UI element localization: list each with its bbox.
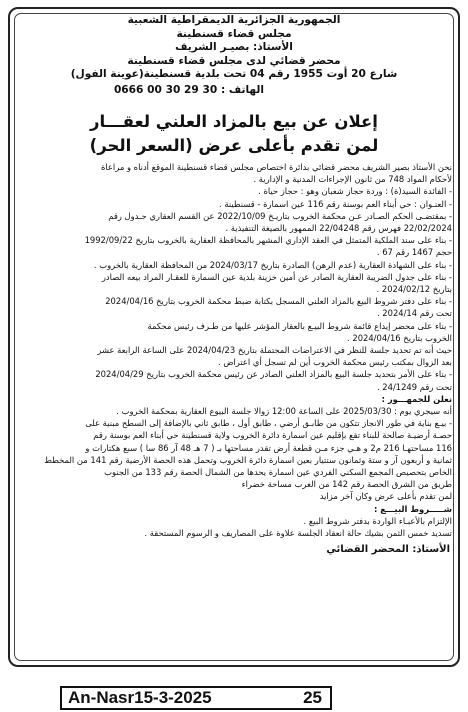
body-line: حصـة أرضيـة صالحة للبناء تقع بإقليم عين اسمارة دائرة الخروب ولاية قسنطينة حي أبناء العم بوسنة رقم (93, 430, 452, 441)
header-republic: الجمهورية الجزائرية الديمقراطية الشعبية (127, 14, 341, 26)
office-header (16, 14, 452, 82)
body-line: نعلن للجمهـــور : (381, 393, 452, 404)
body-line: - بناء على دفتر شروط البيع بالمزاد العلني المسجل بكتابة ضبط محكمة الخروب بتاريخ 2024/04/16 (105, 296, 452, 307)
body-line: أنه سيجري يوم : 2025/03/30 على الساعة 12:00 زوالا جلسة البيوع العقارية بمحكمة الخروب . (116, 406, 452, 417)
body-line: - بناء على جدول الضريبة العقارية الصادر عن أمين خزينة بلدية عين السمارة للعقـار المراد بيعه الصادر (101, 271, 452, 282)
header-bailiff-title: محضر قضائي لدى مجلس قضاء قسنطينة (127, 54, 341, 67)
body-line: - بناء على الشهادة العقارية (عدم الرهن) الصادرة بتاريخ 2024/03/17 من المحافظة العقارية بالخروب . (93, 259, 452, 270)
body-line: - بناء على سند الملكية المتمثل في العقد الإداري المشهر بالمحافظة العقارية بالخروب بتاريخ 1992/09/22 (84, 235, 452, 246)
body-line: بعد الزوال بمكتب رئيس محكمة الخروب أين لم تسجل أي اعتراض . (218, 357, 452, 368)
body-line: شـــــروط البيـــع : (373, 503, 452, 514)
body-line: - بناء على الأمر بتحديد جلسة البيع بالمزاد العلني الصادر عن رئيس محكمة الخروب بتاريخ 2024/04/29 (95, 369, 452, 380)
notice-body (16, 161, 452, 539)
body-line: تسديد خمس الثمن بشيك حالة انعقاد الجلسة علاوة على المصاريف و الرسوم المستحقة . (144, 528, 452, 539)
body-line: - العنـوان : حي أبناء العم بوسنة رقم 116 عين اسمارة - قسنطينة . (219, 198, 452, 209)
body-line: - بمقتضـى الحكم الصـادر عـن محكمة الخروب بتاريـخ 2022/10/09 عن القسم العقاري جـدول رقم (108, 210, 452, 221)
body-line: تحت رقم 24/1249 . (376, 381, 452, 392)
signature: الأستاذ: المحضر القضائي (326, 544, 450, 556)
header-bailiff-name: الأستاذ: بصيـر الشريف (175, 41, 293, 54)
body-line: لأحكام المواد 748 من ثانون الإجراءات المدنية و الإدارية . (253, 174, 452, 185)
body-line: حجم 1467 رقم 67 . (376, 247, 452, 258)
newspaper-footer (60, 686, 332, 710)
body-line: الإلتزام بالأعبـاء الواردة بدفتر شروط البيع . (303, 515, 452, 526)
body-line: 22/02/2024 فهرس رقم 22/04248 الممهور بالصيغة التنفيذية . (225, 222, 452, 233)
page-number: 25 (303, 688, 322, 707)
body-line: - بناء على محضر إيداع قائمة شروط البيـع بالعقار المؤشر عليها من طـرف رئيس محكمة (147, 320, 452, 331)
body-line: 116 مساحتهـا 216 م2 و هـي جزء مـن قطعة أرض تقدر مساحتها بـ ( 7 هـ 48 آر 86 سا ) سبع هكتارات و (85, 442, 452, 453)
body-line: لمن تقدم بأعلى عرض وكان آخر مزايد (319, 491, 452, 502)
body-line: الخروب بتاريخ 2024/04/16 . (347, 332, 452, 343)
body-line: طريق من الشرق الحصة رقم 142 من الغرب مساحة خضراء (241, 479, 452, 490)
header-address: شارع 20 أوت 1955 رقم 04 تحت بلدية قسنطينة(عوينة الفول) (70, 68, 398, 81)
header-court: مجلس قضاء قسنطينة (176, 27, 292, 40)
body-line: - الفائدة السيد(ة) : وردة حجاز شعبان وهو : حجاز حياة . (258, 186, 452, 197)
body-line: بتاريخ 2024/02/12 . (376, 284, 452, 294)
notice-subtitle: لمن تقدم بأعلى عرض (السعر الحر) (89, 135, 379, 155)
body-line: ثمانية و أربعون آر و ستة وثمانون سنتيار بعين اسمارة دائرة الخروب وتحمل هذه الحصة الأرضية رقم 141 من المخطط (44, 454, 452, 465)
body-line: حيث أنه تم تحديد جلسة للنظر في الاعتراضات المحتملة بتاريخ 2024/04/23 على الساعة الرابعة عشر (97, 345, 452, 356)
publication-date: An-Nasr15-3-2025 (68, 688, 212, 707)
body-line: الخاص بتحصيص المجمع السكني الفردي عين اسمارة يحدها من الشمال الحصة رقم 133 من الجنوب (104, 467, 452, 478)
header-phone: الهاتف : 30 29 30 00 0666 (113, 83, 265, 96)
notice-title: إعلان عن بيع بالمزاد العلني لعقـــار (90, 111, 378, 131)
body-line: تحت رقم 2024/14 . (376, 308, 452, 319)
body-line: نحن الأستاذ بصير الشريف محضر قضائي بدائرة اختصاص مجلس قضاء قسنطينة الموقع أدناه و مراعاة (100, 161, 452, 172)
body-line: - بيـع بناية في طور الانجاز تتكون من طابـق أرضي ، طابق أول ، طابق ثاني بالإضافة إلى السطح مبنية على (85, 418, 452, 429)
notice-content (16, 14, 452, 555)
